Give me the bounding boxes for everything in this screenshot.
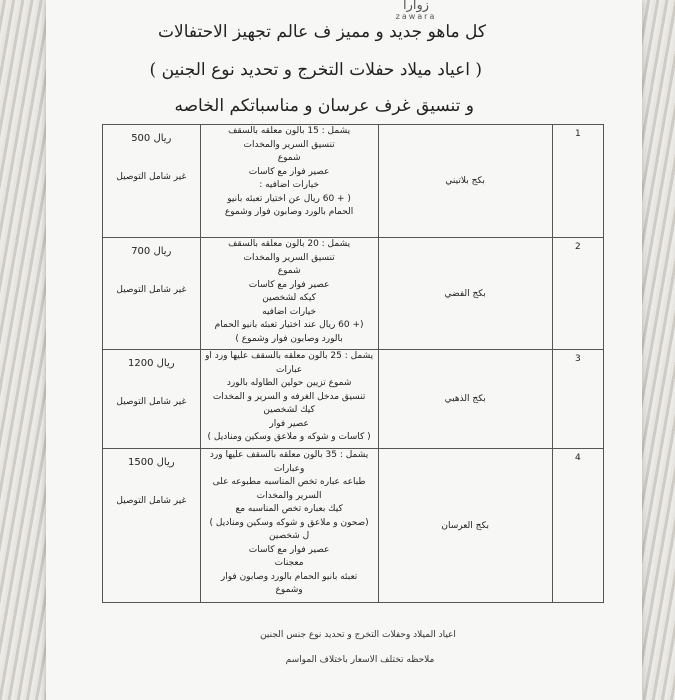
package-detail-line: تعبئه بانيو الحمام بالورد وصابون فوار bbox=[220, 571, 358, 582]
package-number: 2 bbox=[552, 238, 603, 350]
package-number: 4 bbox=[552, 449, 603, 603]
package-detail-line: (+ 60 ريال عند اختيار تعبئه بانيو الحمام bbox=[214, 320, 364, 330]
package-detail-line: خيارات اضافيه bbox=[262, 306, 317, 317]
footer-note-2: ملاحظه تختلف الاسعار باختلاف المواسم bbox=[285, 655, 435, 665]
background-fur-left bbox=[0, 0, 52, 700]
package-detail-line: ل شخصين bbox=[269, 531, 310, 541]
package-details-cell bbox=[200, 449, 378, 603]
package-delivery-note: غير شامل التوصيل bbox=[116, 285, 187, 295]
package-price-cell bbox=[103, 125, 201, 238]
package-row bbox=[103, 238, 604, 350]
footer-note-1: اعياد الميلاد وحفلات التخرج و تحديد نوع جنس الجنين bbox=[260, 630, 456, 640]
package-detail-line: شموع bbox=[277, 266, 301, 276]
package-number: 3 bbox=[552, 350, 603, 449]
package-number: 1 bbox=[552, 125, 603, 238]
package-detail-line: شموع تزيين حولين الطاوله بالورد bbox=[226, 378, 352, 388]
package-details-cell bbox=[200, 125, 378, 238]
package-detail-line: كيك لشخصين bbox=[263, 405, 315, 415]
package-detail-line: شموع bbox=[277, 153, 301, 163]
packages-table bbox=[102, 124, 604, 603]
package-details-cell bbox=[200, 238, 378, 350]
package-detail-line: وشموع bbox=[275, 585, 303, 595]
package-detail-line: ( كاسات و شوكه و ملاعق وسكين ومناديل ) bbox=[207, 432, 371, 442]
price-list-paper bbox=[46, 0, 642, 700]
package-detail-line: تنسيق مدخل الغرفه و السرير و المخدات bbox=[212, 391, 366, 402]
package-price: 700 ريال bbox=[131, 246, 172, 257]
package-detail-line: خيارات اضافيه : bbox=[259, 180, 320, 190]
package-price: 1500 ريال bbox=[128, 457, 175, 468]
package-price-cell bbox=[103, 238, 201, 350]
package-detail-line: يشمل : 15 بالون معلقه بالسقف bbox=[228, 126, 351, 136]
package-name: بكج بلاتيني bbox=[378, 125, 552, 238]
package-detail-line: وعبارات bbox=[273, 463, 305, 474]
brand-logo bbox=[386, 0, 446, 21]
package-detail-line: تنسيق السرير والمخدات bbox=[243, 252, 335, 263]
package-name: بكج الذهبي bbox=[378, 350, 552, 449]
headline-line-3: و تنسيق غرف عرسان و مناسباتكم الخاصه bbox=[174, 96, 474, 116]
package-detail-line: يشمل : 35 بالون معلقه بالسقف عليها ورد bbox=[209, 450, 369, 460]
package-price: 500 ريال bbox=[131, 133, 172, 144]
package-price-cell bbox=[103, 449, 201, 603]
package-detail-line: السرير والمخدات bbox=[256, 490, 322, 501]
package-row bbox=[103, 449, 604, 603]
logo-mark: زوارا bbox=[402, 0, 430, 13]
package-detail-line: عبارات bbox=[276, 364, 303, 375]
package-detail-line: بالورد وصابون فوار وشموع ) bbox=[235, 333, 343, 344]
package-detail-line: عصير فوار مع كاسات bbox=[248, 166, 330, 177]
package-detail-line: (صحون و ملاعق و شوكه وسكين ومناديل ) bbox=[209, 517, 369, 528]
package-detail-line: معجنات bbox=[274, 558, 304, 568]
package-detail-line: طباعه عباره تخص المناسبه مطبوعه على bbox=[212, 477, 366, 487]
package-price-cell bbox=[103, 350, 201, 449]
package-detail-line: كيك بعباره تخص المناسبه مع bbox=[235, 504, 343, 514]
headline-line-1: كل ماهو جديد و مميز ف عالم تجهيز الاحتفالات bbox=[158, 22, 486, 42]
logo-subtitle: zawara bbox=[395, 12, 437, 21]
package-delivery-note: غير شامل التوصيل bbox=[116, 496, 187, 506]
package-detail-line: عصير فوار bbox=[269, 418, 309, 429]
package-detail-line: يشمل : 20 بالون معلقه بالسقف bbox=[228, 239, 351, 249]
package-name: بكج العرسان bbox=[378, 449, 552, 603]
package-detail-line: يشمل : 25 بالون معلقه بالسقف عليها ورد او bbox=[205, 351, 374, 361]
package-row bbox=[103, 350, 604, 449]
package-detail-line: ( + 60 ريال عن اختيار تعبئه بانيو bbox=[227, 193, 351, 204]
package-detail-line: كيكه لشخصين bbox=[262, 293, 316, 303]
package-name: بكج الفضي bbox=[378, 238, 552, 350]
package-details-cell bbox=[200, 350, 378, 449]
package-detail-line: عصير فوار مع كاسات bbox=[248, 544, 330, 555]
package-delivery-note: غير شامل التوصيل bbox=[116, 172, 187, 182]
package-detail-line: الحمام بالورد وصابون فوار وشموع bbox=[224, 207, 354, 217]
package-delivery-note: غير شامل التوصيل bbox=[116, 397, 187, 407]
package-detail-line: عصير فوار مع كاسات bbox=[248, 279, 330, 290]
headline-line-2: ( اعياد ميلاد حفلات التخرج و تحديد نوع الجنين ) bbox=[149, 60, 482, 80]
package-detail-line: تنسيق السرير والمخدات bbox=[243, 139, 335, 150]
package-row bbox=[103, 125, 604, 238]
package-price: 1200 ريال bbox=[128, 358, 175, 369]
